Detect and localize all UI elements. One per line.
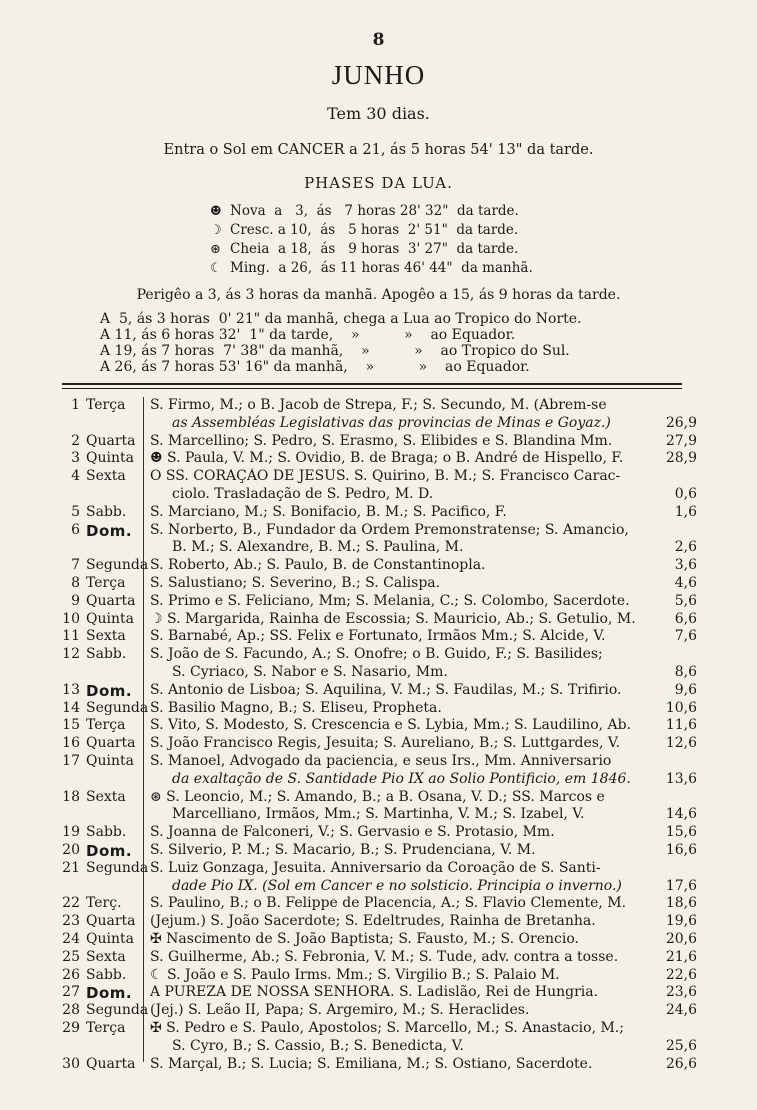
day-number: 27 (62, 984, 80, 1001)
saint-entry: ✠ S. Pedro e S. Paulo, Apostolos; S. Marcello, M.; S. Anastacio, M.; (150, 1020, 624, 1036)
phase-full (210, 240, 533, 259)
weekday-label: Sexta (86, 468, 126, 485)
moon-age-value: 26,6 (665, 1055, 697, 1072)
day-number: 29 (62, 1020, 80, 1036)
sun-entry: Entra o Sol em CANCER a 21, ás 5 horas 54' 13" da tarde. (163, 142, 594, 158)
weekday-label: Quarta (86, 592, 136, 609)
saint-entry: Marcelliano, Irmãos, Mm.; S. Martinha, V. M.; S. Izabel, V. (172, 806, 585, 823)
weekday-label: Quinta (86, 450, 134, 467)
saint-entry: S. Basilio Magno, B.; S. Eliseu, Propheta. (150, 699, 442, 716)
weekday-label: Terça (86, 1020, 126, 1036)
tropic-line: A 5, ás 3 horas 0' 21" da manhã, chega a Lua ao Tropico do Norte. (100, 311, 582, 327)
moon-age-value: 0,6 (674, 486, 697, 502)
day-number: 24 (62, 931, 80, 947)
weekday-label: Sabb. (86, 646, 127, 663)
phase-new (210, 202, 533, 221)
saint-entry: S. Paulino, B.; o B. Felippe de Placencia, A.; S. Flavio Clemente, M. (150, 895, 627, 912)
weekday-label: Sabb. (86, 503, 127, 520)
moon-age-value: 12,6 (665, 735, 697, 752)
saint-entry: as Assembléas Legislativas das provincias de Minas e Goyaz.) (172, 414, 611, 431)
saint-entry: S. Cyro, B.; S. Cassio, B.; S. Benedicta, V. (172, 1037, 464, 1054)
saint-entry: B. M.; S. Alexandre, B. M.; S. Paulina, M. (172, 539, 464, 556)
saint-entry: S. Guilherme, Ab.; S. Febronia, V. M.; S. Tude, adv. contra a tosse. (150, 948, 619, 965)
divider-thin (62, 388, 682, 389)
moon-age-value: 14,6 (665, 806, 697, 823)
tropic-line: A 11, ás 6 horas 32' 1" da tarde, » » ao Equador. (100, 327, 516, 343)
day-number: 21 (62, 859, 80, 876)
column-separator (143, 397, 144, 1062)
day-number: 1 (71, 397, 80, 413)
saint-entry: S. João de S. Facundo, A.; S. Onofre; o B. Guido, F.; S. Basilides; (150, 646, 603, 663)
divider-thick (62, 383, 682, 385)
moon-age-value: 16,6 (665, 842, 697, 858)
phase-text: Nova a 3, ás 7 horas 28' 32" da tarde. (230, 203, 519, 219)
weekday-label: Quinta (86, 753, 134, 769)
day-number: 10 (62, 610, 80, 627)
weekday-label: Dom. (86, 842, 133, 860)
weekday-label: Segunda (86, 859, 149, 876)
day-number: 19 (62, 824, 80, 841)
saint-entry: dade Pio IX. (Sol em Cancer e no solsticio. Principia o inverno.) (172, 877, 622, 894)
tropic-line: A 26, ás 7 horas 53' 16" da manhã, » » ao Equador. (100, 359, 530, 375)
moon-age-value: 9,6 (674, 681, 697, 698)
day-number: 3 (71, 450, 80, 467)
moon-age-value: 28,9 (665, 450, 697, 467)
weekday-label: Quarta (86, 913, 136, 930)
saint-entry: ☻ S. Paula, V. M.; S. Ovidio, B. de Braga; o B. André de Hispello, F. (150, 450, 624, 467)
day-number: 7 (71, 557, 80, 574)
day-number: 22 (62, 895, 80, 912)
day-number: 30 (62, 1055, 80, 1072)
phases-title: PHASES DA LUA. (304, 174, 453, 192)
saint-entry: S. Marciano, M.; S. Bonifacio, B. M.; S. Pacifico, F. (150, 503, 507, 520)
weekday-label: Sexta (86, 628, 126, 645)
weekday-label: Segunda (86, 557, 149, 574)
moon-age-value: 25,6 (665, 1037, 697, 1054)
tropics-list (100, 311, 582, 375)
phase-text: Ming. a 26, ás 11 horas 46' 44" da manhã. (230, 260, 533, 276)
moon-age-value: 6,6 (674, 610, 697, 627)
moon-age-value: 4,6 (674, 575, 697, 591)
weekday-label: Terça (86, 575, 126, 591)
saint-entry: ⊛ S. Leoncio, M.; S. Amando, B.; a B. Osana, V. D.; SS. Marcos e (150, 788, 605, 805)
phase-text: Cheia a 18, ás 9 horas 3' 27" da tarde. (230, 241, 519, 257)
day-number: 17 (62, 753, 80, 769)
saint-entry: S. Firmo, M.; o B. Jacob de Strepa, F.; S. Secundo, M. (Abrem-se (150, 397, 607, 413)
day-number: 6 (71, 521, 80, 538)
saint-entry: S. Primo e S. Feliciano, Mm; S. Melania, C.; S. Colombo, Sacerdote. (150, 592, 630, 609)
saint-entry: (Jej.) S. Leão II, Papa; S. Argemiro, M.; S. Heraclides. (150, 1002, 530, 1019)
moon-age-value: 17,6 (665, 877, 697, 894)
saint-entry: S. Marcellino; S. Pedro, S. Erasmo, S. Elibides e S. Blandina Mm. (150, 432, 613, 449)
tropic-line: A 19, ás 7 horas 7' 38" da manhã, » » ao Tropico do Sul. (100, 343, 570, 359)
day-number: 28 (62, 1002, 80, 1019)
moon-age-value: 22,6 (665, 966, 697, 983)
saint-entry: S. Marçal, B.; S. Lucia; S. Emiliana, M.; S. Ostiano, Sacerdote. (150, 1055, 593, 1072)
day-number: 11 (62, 628, 80, 645)
moon-age-value: 13,6 (665, 770, 697, 787)
moon-age-value: 23,6 (665, 984, 697, 1001)
moon-age-value: 5,6 (674, 592, 697, 609)
moon-age-value: 21,6 (665, 948, 697, 965)
month-title: JUNHO (331, 60, 426, 90)
moon-age-value: 3,6 (674, 557, 697, 574)
saint-entry: ciolo. Trasladação de S. Pedro, M. D. (172, 486, 434, 502)
moon-age-value: 18,6 (665, 895, 697, 912)
moon-age-value: 2,6 (674, 539, 697, 556)
saint-entry: (Jejum.) S. João Sacerdote; S. Edeltrudes, Rainha de Bretanha. (150, 913, 596, 930)
weekday-label: Dom. (86, 681, 133, 700)
day-number: 2 (71, 432, 80, 449)
weekday-label: Terç. (86, 895, 122, 912)
saint-entry: ✠ Nascimento de S. João Baptista; S. Fausto, M.; S. Orencio. (150, 931, 579, 947)
moon-age-value: 19,6 (665, 913, 697, 930)
weekday-label: Segunda (86, 1002, 149, 1019)
day-number: 9 (71, 592, 80, 609)
full-moon-icon: ⊛ (210, 242, 221, 257)
phase-waning (210, 259, 533, 278)
saint-entry: ☾ S. João e S. Paulo Irms. Mm.; S. Virgilio B.; S. Palaio M. (150, 966, 560, 983)
weekday-label: Quinta (86, 931, 134, 947)
moon-age-value: 10,6 (665, 699, 697, 716)
moon-phases (210, 202, 533, 278)
saint-entry: O SS. CORAÇÃO DE JESUS. S. Quirino, B. M.; S. Francisco Carac- (150, 468, 621, 485)
day-number: 5 (71, 503, 80, 520)
saint-entry: A PUREZA DE NOSSA SENHORA. S. Ladislão, Rei de Hungria. (150, 984, 599, 1001)
day-number: 20 (62, 842, 80, 858)
weekday-label: Sexta (86, 788, 126, 805)
new-moon-icon: ☻ (210, 204, 222, 219)
saint-entry: S. Joanna de Falconeri, V.; S. Gervasio e S. Protasio, Mm. (150, 824, 555, 841)
moon-age-value: 15,6 (665, 824, 697, 841)
weekday-label: Segunda (86, 699, 149, 716)
weekday-label: Dom. (86, 521, 133, 540)
saint-entry: S. Luiz Gonzaga, Jesuita. Anniversario da Coroação de S. Santi- (150, 859, 601, 876)
weekday-label: Quarta (86, 735, 136, 752)
day-number: 14 (62, 699, 80, 716)
day-number: 23 (62, 913, 80, 930)
phase-text: Cresc. a 10, ás 5 horas 2' 51" da tarde. (230, 222, 519, 238)
saint-entry: S. Cyriaco, S. Nabor e S. Nasario, Mm. (172, 664, 448, 680)
weekday-label: Quarta (86, 432, 136, 449)
waning-moon-icon: ☾ (210, 261, 222, 276)
moon-age-value: 20,6 (665, 931, 697, 947)
day-number: 26 (62, 966, 80, 983)
days-count: Tem 30 dias. (327, 104, 430, 123)
moon-age-value: 11,6 (665, 717, 697, 734)
phase-crescent (210, 221, 533, 240)
day-number: 18 (62, 788, 80, 805)
weekday-label: Quinta (86, 610, 134, 627)
saint-entry: S. Roberto, Ab.; S. Paulo, B. de Constantinopla. (150, 557, 486, 574)
day-number: 25 (62, 948, 80, 965)
day-number: 13 (62, 681, 80, 698)
moon-age-value: 24,6 (665, 1002, 697, 1019)
saint-entry: S. Antonio de Lisboa; S. Aquilina, V. M.; S. Faudilas, M.; S. Trifirio. (150, 681, 622, 698)
day-number: 8 (71, 575, 80, 591)
moon-age-value: 7,6 (674, 628, 697, 645)
moon-age-value: 1,6 (674, 503, 697, 520)
weekday-label: Sexta (86, 948, 126, 965)
weekday-label: Terça (86, 397, 126, 413)
day-number: 4 (71, 468, 80, 485)
moon-age-value: 27,9 (665, 432, 697, 449)
saint-entry: S. João Francisco Regis, Jesuita; S. Aureliano, B.; S. Luttgardes, V. (150, 735, 620, 752)
weekday-label: Sabb. (86, 966, 127, 983)
saint-entry: S. Silverio, P. M.; S. Macario, B.; S. Prudenciana, V. M. (150, 842, 536, 858)
saint-entry: S. Norberto, B., Fundador da Ordem Premonstratense; S. Amancio, (150, 521, 629, 538)
saint-entry: S. Barnabé, Ap.; SS. Felix e Fortunato, Irmãos Mm.; S. Alcide, V. (150, 628, 606, 645)
moon-age-value: 8,6 (674, 664, 697, 680)
crescent-moon-icon: ☽ (210, 223, 222, 238)
weekday-label: Sabb. (86, 824, 127, 841)
weekday-label: Quarta (86, 1055, 136, 1072)
moon-age-value: 26,9 (665, 414, 697, 431)
saint-entry: S. Manoel, Advogado da paciencia, e seus Irs., Mm. Anniversario (150, 753, 612, 769)
page-number: 8 (372, 30, 385, 50)
day-number: 15 (62, 717, 80, 734)
weekday-label: Terça (86, 717, 126, 734)
saint-entry: da exaltação de S. Santidade Pio IX ao Solio Pontificio, em 1846. (172, 770, 631, 787)
saint-entry: ☽ S. Margarida, Rainha de Escossia; S. Mauricio, Ab.; S. Getulio, M. (150, 610, 636, 627)
weekday-label: Dom. (86, 984, 133, 1003)
day-number: 16 (62, 735, 80, 752)
day-number: 12 (62, 646, 80, 663)
saint-entry: S. Vito, S. Modesto, S. Crescencia e S. Lybia, Mm.; S. Laudilino, Ab. (150, 717, 632, 734)
perigee-apogee: Perigêo a 3, ás 3 horas da manhã. Apogêo a 15, ás 9 horas da tarde. (136, 287, 621, 303)
saint-entry: S. Salustiano; S. Severino, B.; S. Calispa. (150, 575, 441, 591)
